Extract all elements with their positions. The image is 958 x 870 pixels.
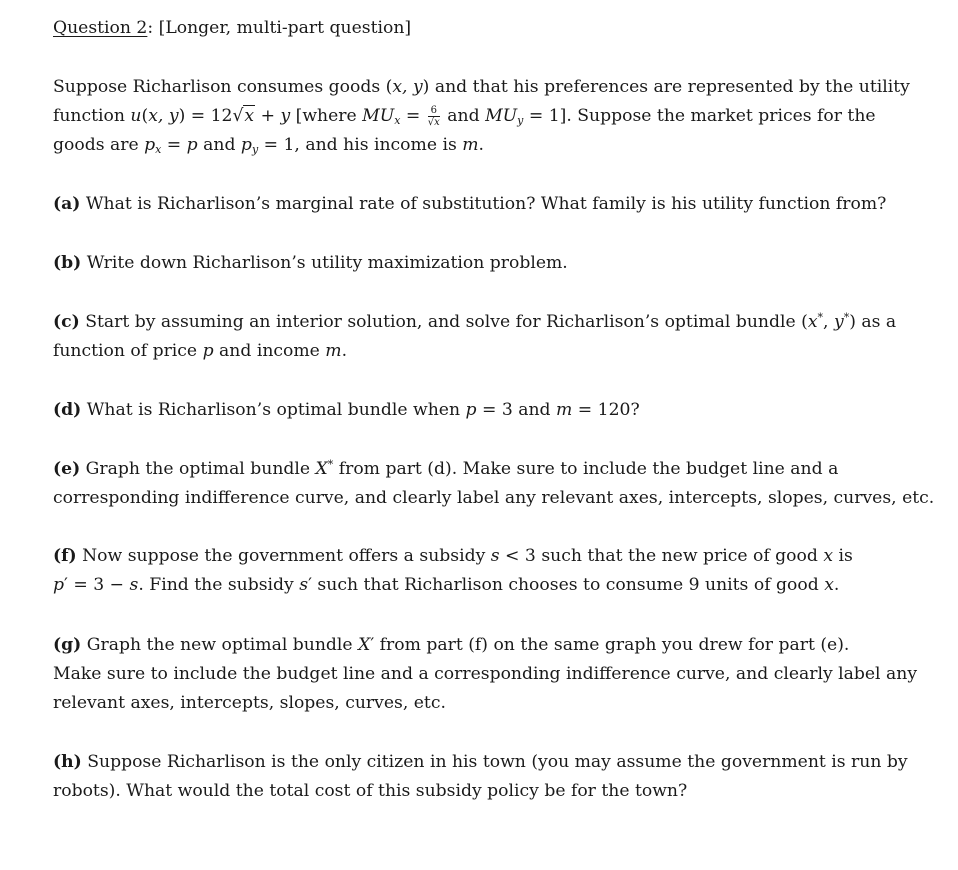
- part-f-label: (f): [53, 546, 77, 566]
- part-c-line-1: (c) Start by assuming an interior solution, and solve for Richarlison’s optimal bundle (x*, y*) as a: [53, 311, 897, 332]
- part-b-text: Write down Richarlison’s utility maximization problem.: [86, 253, 568, 273]
- part-d-label: (d): [53, 400, 82, 420]
- part-a: [53, 193, 886, 215]
- part-g-label: (g): [53, 635, 82, 655]
- part-b: [53, 252, 568, 274]
- part-e-line-2: corresponding indifference curve, and clearly label any relevant axes, intercepts, slopes, curves, etc.: [53, 488, 935, 508]
- question-heading-rest: : [Longer, multi-part question]: [147, 18, 412, 38]
- part-g-line-1: (g) Graph the new optimal bundle X′ from part (f) on the same graph you drew for part (e).: [53, 635, 850, 655]
- part-f-line-1: (f) Now suppose the government offers a subsidy s < 3 such that the new price of good x is: [53, 546, 853, 566]
- part-f-line-2: p′ = 3 − s. Find the subsidy s′ such that Richarlison chooses to consume 9 units of good x.: [53, 575, 840, 595]
- part-h-label: (h): [53, 752, 82, 772]
- marginal-utility-fraction: $\frac{6}{√x}$: [427, 104, 440, 128]
- part-e-label: (e): [53, 459, 81, 479]
- part-d: (d) What is Richarlison’s optimal bundle when p = 3 and m = 120?: [53, 400, 640, 420]
- part-g-line-2: Make sure to include the budget line and a corresponding indifference curve, and clearly label any: [53, 664, 918, 684]
- part-a-label: (a): [53, 194, 81, 214]
- intro-line-3: goods are $p_x = p$ and $p_y = 1$, and his income is m.: [53, 135, 485, 156]
- part-c-line-2: function of price p and income m.: [53, 341, 348, 361]
- intro-line-1: Suppose Richarlison consumes goods (x, y) and that his preferences are represented by the utility: [53, 77, 910, 97]
- intro-line-2: function u(x, y) = 12√x + y [where $MU_x$ = $\frac{6}{√x}$ and $MU_y = 1$]. Suppose the market prices for the: [53, 104, 876, 128]
- part-g-line-3: relevant axes, intercepts, slopes, curves, etc.: [53, 693, 446, 713]
- question-label: Question 2: [53, 18, 148, 38]
- part-h-line-1: (h) Suppose Richarlison is the only citizen in his town (you may assume the government is run by: [53, 752, 908, 772]
- part-c-label: (c): [53, 312, 80, 332]
- part-h-line-2: robots). What would the total cost of this subsidy policy be for the town?: [53, 781, 688, 801]
- question-heading: [53, 17, 411, 39]
- part-e-line-1: (e) Graph the optimal bundle X* from part (d). Make sure to include the budget line and a: [53, 458, 839, 479]
- part-a-text: What is Richarlison’s marginal rate of substitution? What family is his utility function from?: [85, 194, 887, 214]
- part-b-label: (b): [53, 253, 82, 273]
